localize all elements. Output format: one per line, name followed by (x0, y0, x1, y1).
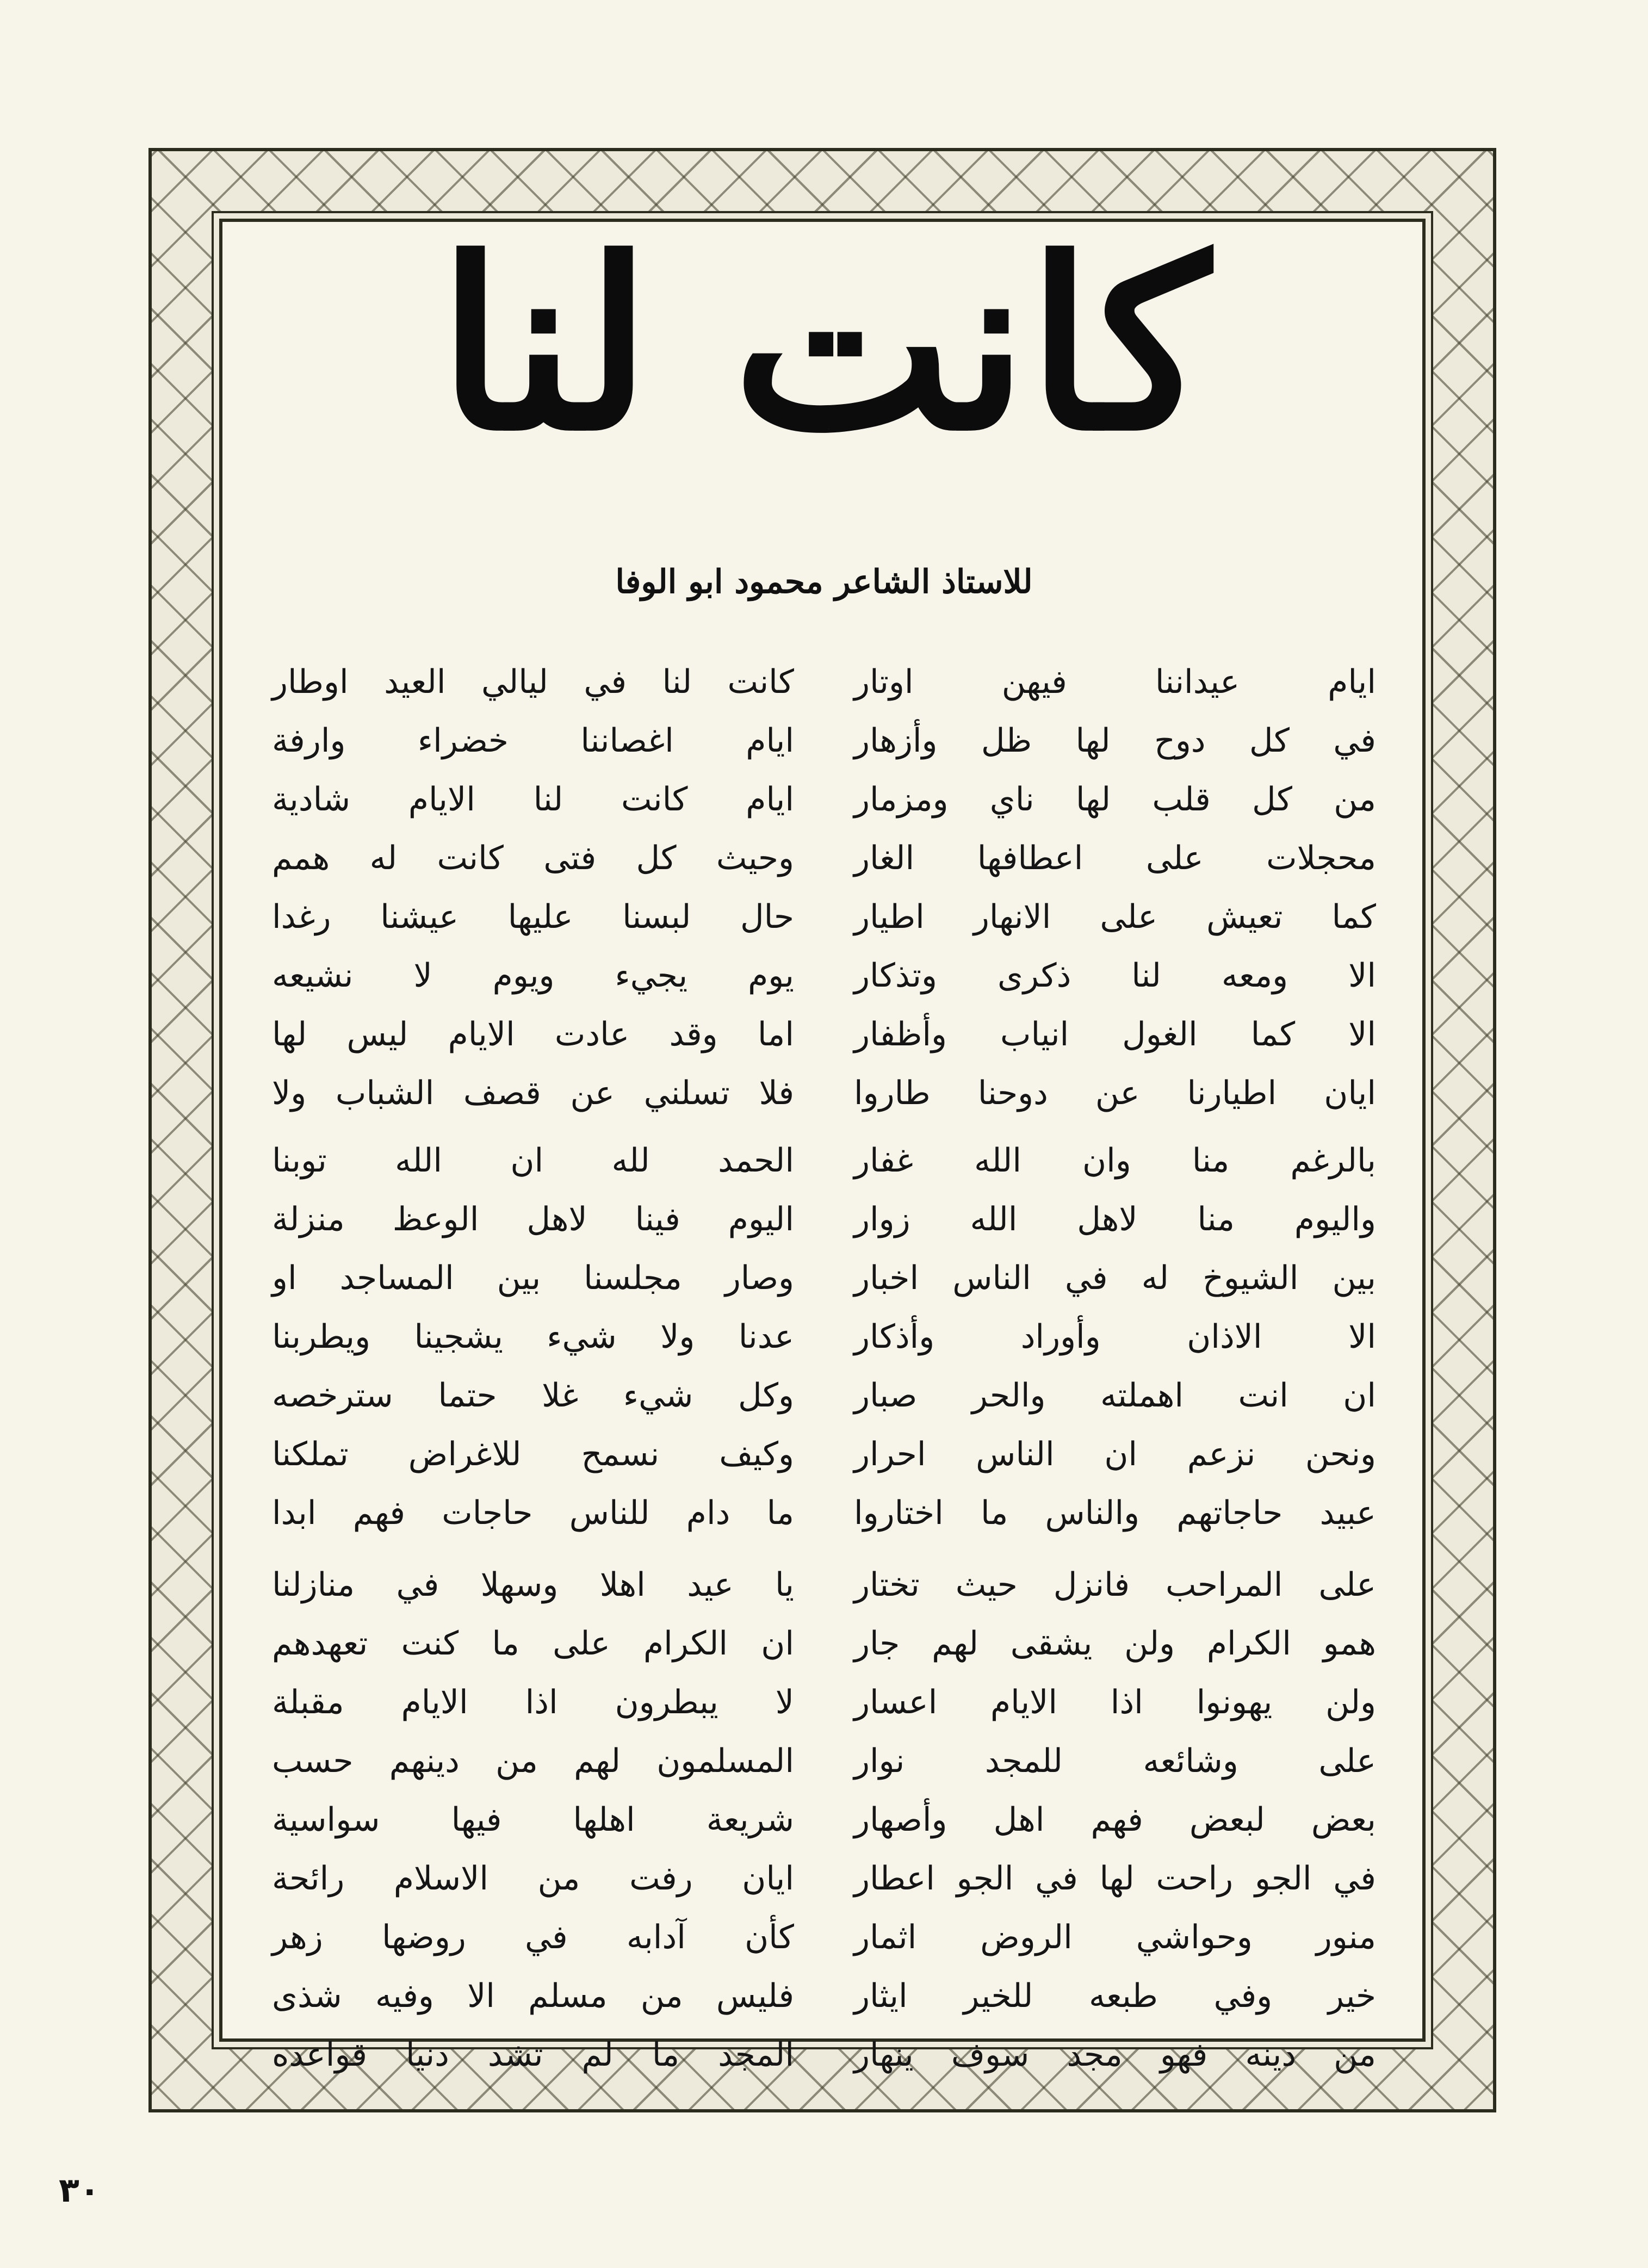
verse-line: على المراحب فانزل حيث تختار (854, 1566, 1376, 1604)
verse-line: اما وقد عادت الايام ليس لها (272, 1015, 794, 1054)
page-number: ٣٠ (59, 2170, 100, 2210)
verse-line: الا الاذان وأوراد وأذكار (854, 1318, 1376, 1356)
verse-line: همو الكرام ولن يشقى لهم جار (854, 1625, 1376, 1663)
verse-line: اليوم فينا لاهل الوعظ منزلة (272, 1200, 794, 1238)
verse-line: وكيف نسمح للاغراض تملكنا (272, 1435, 794, 1473)
right-hemistich-column (272, 1131, 794, 1542)
verse-line: فلا تسلني عن قصف الشباب ولا (272, 1074, 794, 1112)
verse-line: في كل دوح لها ظل وأزهار (854, 722, 1376, 760)
right-hemistich-column (272, 1556, 794, 2084)
verse-line: المجد ما لم تشد دنيا قواعده (272, 2036, 794, 2074)
left-hemistich-column (854, 653, 1376, 1123)
stanza (272, 1131, 1376, 1542)
verse-line: وحيث كل فتى كانت له همم (272, 839, 794, 877)
verse-line: يا عيد اهلا وسهلا في منازلنا (272, 1566, 794, 1604)
verse-line: بين الشيوخ له في الناس اخبار (854, 1259, 1376, 1297)
verse-line: شريعة اهلها فيها سواسية (272, 1801, 794, 1839)
verse-line: وصار مجلسنا بين المساجد او (272, 1259, 794, 1297)
stanza (272, 1556, 1376, 2084)
verse-line: الا ومعه لنا ذكرى وتذكار (854, 957, 1376, 995)
verse-line: كما تعيش على الانهار اطيار (854, 898, 1376, 936)
left-hemistich-column (854, 1556, 1376, 2084)
verse-line: محجلات على اعطافها الغار (854, 839, 1376, 877)
verse-line: الحمد لله ان الله توبنا (272, 1142, 794, 1180)
verse-line: ايان اطيارنا عن دوحنا طاروا (854, 1074, 1376, 1112)
verse-line: ايان رفت من الاسلام رائحة (272, 1860, 794, 1898)
verse-line: ايام اغصاننا خضراء وارفة (272, 722, 794, 760)
verse-line: بالرغم منا وان الله غفار (854, 1142, 1376, 1180)
verse-line: ما دام للناس حاجات فهم ابدا (272, 1494, 794, 1532)
verse-line: من دينه فهو مجد سوف ينهار (854, 2036, 1376, 2074)
verse-line: ايام عيداننا فيهن اوتار (854, 663, 1376, 701)
left-hemistich-column (854, 1131, 1376, 1542)
verse-line: فليس من مسلم الا وفيه شذى (272, 1977, 794, 2015)
stanza (272, 653, 1376, 1123)
verse-line: الا كما الغول انياب وأظفار (854, 1015, 1376, 1054)
verse-line: وكل شيء غلا حتما سترخصه (272, 1377, 794, 1415)
verse-line: عبيد حاجاتهم والناس ما اختاروا (854, 1494, 1376, 1532)
verse-line: كأن آدابه في روضها زهر (272, 1918, 794, 1956)
verse-line: على وشائعه للمجد نوار (854, 1742, 1376, 1780)
verse-line: المسلمون لهم من دينهم حسب (272, 1742, 794, 1780)
verse-line: ونحن نزعم ان الناس احرار (854, 1435, 1376, 1473)
verse-line: يوم يجيء ويوم لا نشيعه (272, 957, 794, 995)
verse-line: ان انت اهملته والحر صبار (854, 1377, 1376, 1415)
poet-credit: للاستاذ الشاعر محمود ابو الوفا (615, 563, 1033, 601)
verse-line: منور وحواشي الروض اثمار (854, 1918, 1376, 1956)
verse-line: ايام كانت لنا الايام شادية (272, 780, 794, 819)
verse-line: بعض لبعض فهم اهل وأصهار (854, 1801, 1376, 1839)
right-hemistich-column (272, 653, 794, 1123)
verse-line: من كل قلب لها ناي ومزمار (854, 780, 1376, 819)
verse-line: ولن يهونوا اذا الايام اعسار (854, 1683, 1376, 1721)
verse-line: لا يبطرون اذا الايام مقبلة (272, 1683, 794, 1721)
verse-line: واليوم منا لاهل الله زوار (854, 1200, 1376, 1238)
verse-line: في الجو راحت لها في الجو اعطار (854, 1860, 1376, 1898)
verse-line: حال لبسنا عليها عيشنا رغدا (272, 898, 794, 936)
verse-line: كانت لنا في ليالي العيد اوطار (272, 663, 794, 701)
verse-line: خير وفي طبعه للخير ايثار (854, 1977, 1376, 2015)
verse-line: عدنا ولا شيء يشجينا ويطربنا (272, 1318, 794, 1356)
verse-line: ان الكرام على ما كنت تعهدهم (272, 1625, 794, 1663)
poem-title: كانت لنا (438, 208, 1210, 482)
